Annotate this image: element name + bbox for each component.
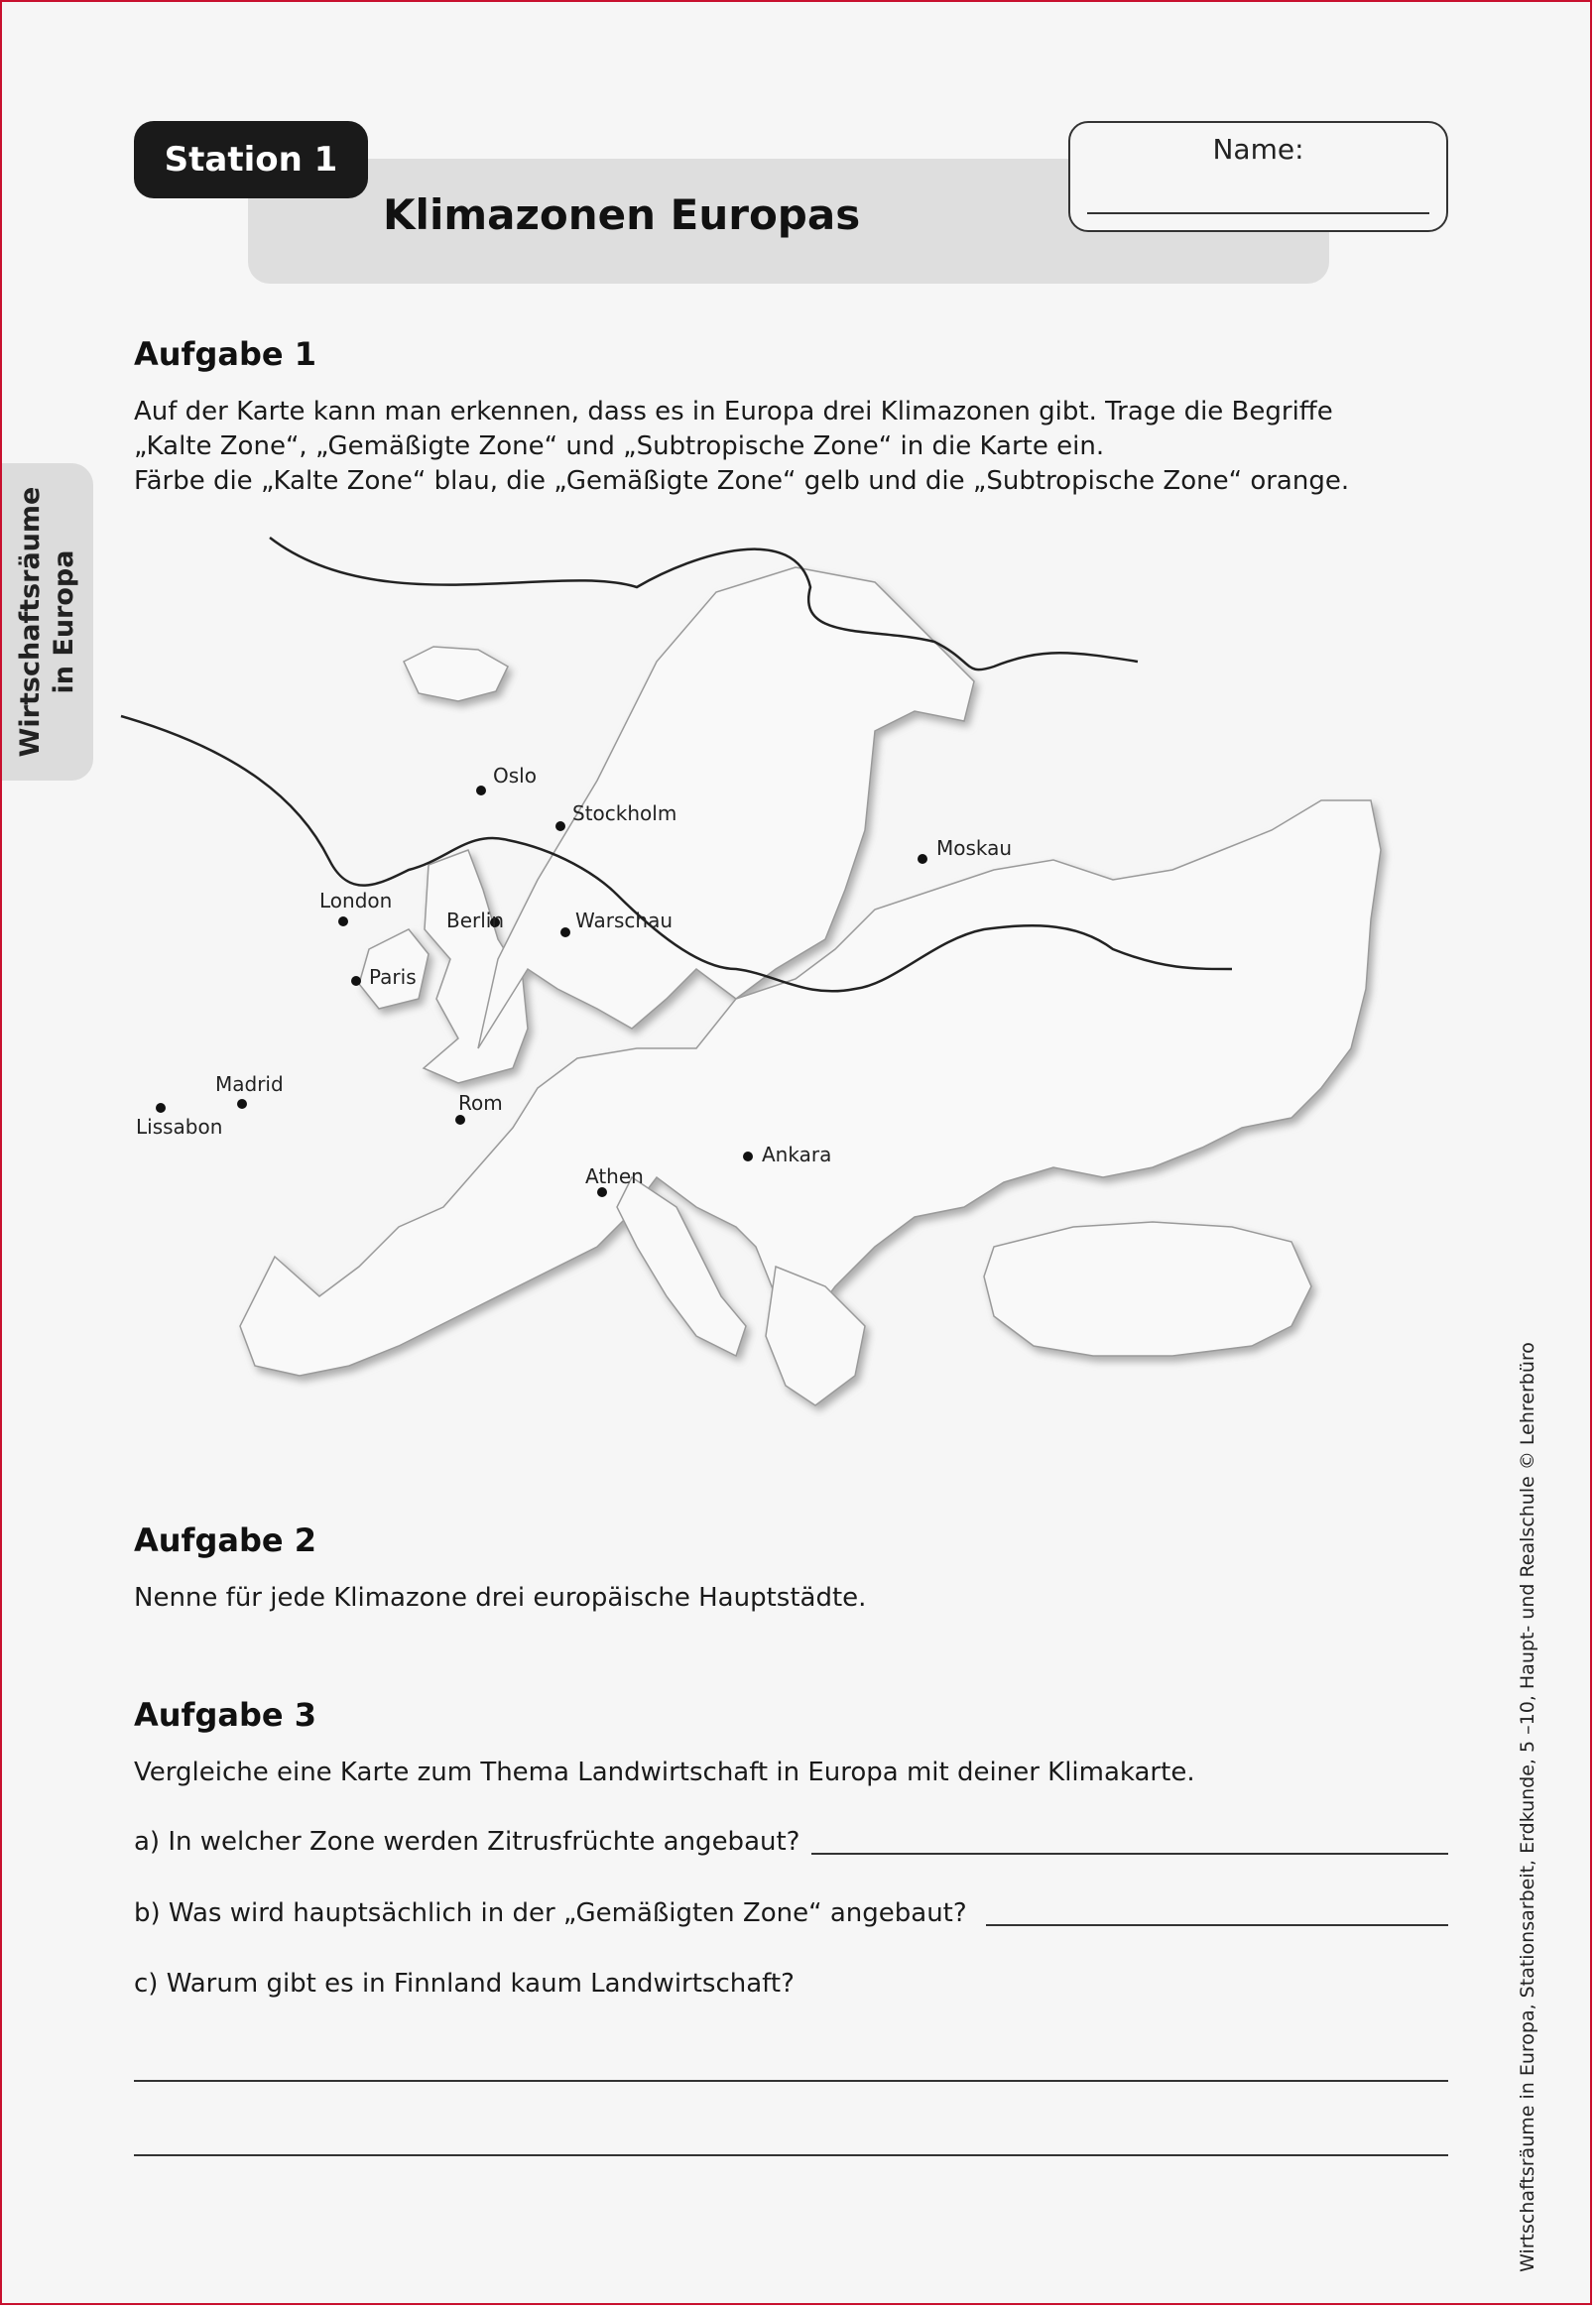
- task2-heading: Aufgabe 2: [134, 1521, 316, 1559]
- city-dot-warschau: [560, 927, 570, 937]
- side-tab-line2: in Europa: [49, 549, 79, 694]
- city-label-berlin: Berlin: [446, 909, 505, 932]
- europe-map-svg: [136, 533, 1440, 1534]
- side-tab: [2, 463, 93, 781]
- city-dot-madrid: [237, 1099, 247, 1109]
- city-label-moskau: Moskau: [936, 836, 1013, 860]
- city-dot-stockholm: [555, 821, 565, 831]
- answer-line-a[interactable]: [811, 1853, 1448, 1855]
- city-label-london: London: [319, 889, 393, 912]
- city-dot-rom: [455, 1115, 465, 1125]
- question-b: b) Was wird hauptsächlich in der „Gemäßigten Zone“ angebaut?: [134, 1898, 967, 1928]
- answer-line-c1[interactable]: [134, 2080, 1448, 2082]
- city-dot-lissabon: [156, 1103, 166, 1113]
- city-dot-athen: [597, 1187, 607, 1197]
- city-label-madrid: Madrid: [215, 1072, 284, 1096]
- task2-text: Nenne für jede Klimazone drei europäische Hauptstädte.: [134, 1583, 867, 1613]
- task1-text: [134, 395, 1349, 499]
- task3-heading: Aufgabe 3: [134, 1696, 316, 1734]
- name-field-line[interactable]: [1087, 212, 1429, 214]
- city-dot-paris: [351, 976, 361, 986]
- answer-line-c2[interactable]: [134, 2154, 1448, 2156]
- task3-text: Vergleiche eine Karte zum Thema Landwirtschaft in Europa mit deiner Klimakarte.: [134, 1758, 1195, 1787]
- city-dot-moskau: [918, 854, 927, 864]
- name-field-box: [1068, 121, 1448, 232]
- city-label-rom: Rom: [458, 1091, 503, 1115]
- task1-line1: Auf der Karte kann man erkennen, dass es in Europa drei Klimazonen gibt. Trage die Begriffe: [134, 397, 1333, 426]
- side-tab-label: [14, 487, 81, 758]
- city-label-oslo: Oslo: [493, 764, 537, 788]
- copyright-notice: Wirtschaftsräume in Europa, Stationsarbeit, Erdkunde, 5 –10, Haupt- und Realschule © Lehrerbüro: [1517, 1342, 1538, 2272]
- task1-line2: „Kalte Zone“, „Gemäßigte Zone“ und „Subtropische Zone“ in die Karte ein.: [134, 431, 1105, 461]
- city-dot-oslo: [476, 786, 486, 795]
- page-title: Klimazonen Europas: [383, 190, 861, 239]
- station-badge: Station 1: [134, 121, 368, 198]
- city-label-stockholm: Stockholm: [572, 801, 677, 825]
- answer-line-b[interactable]: [986, 1924, 1448, 1926]
- side-tab-line1: Wirtschaftsräume: [15, 486, 46, 758]
- city-label-paris: Paris: [369, 965, 417, 989]
- city-label-warschau: Warschau: [575, 909, 673, 932]
- city-dot-london: [338, 916, 348, 926]
- name-label: Name:: [1212, 133, 1304, 166]
- question-c: c) Warum gibt es in Finnland kaum Landwirtschaft?: [134, 1969, 795, 1999]
- city-label-lissabon: Lissabon: [136, 1115, 223, 1139]
- task1-heading: Aufgabe 1: [134, 335, 316, 373]
- city-label-ankara: Ankara: [762, 1143, 832, 1166]
- task1-line3: Färbe die „Kalte Zone“ blau, die „Gemäßigte Zone“ gelb und die „Subtropische Zone“ orange.: [134, 466, 1350, 496]
- city-dot-ankara: [743, 1152, 753, 1161]
- europe-map: [136, 533, 1440, 1534]
- city-label-athen: Athen: [585, 1164, 644, 1188]
- question-a: a) In welcher Zone werden Zitrusfrüchte angebaut?: [134, 1827, 800, 1857]
